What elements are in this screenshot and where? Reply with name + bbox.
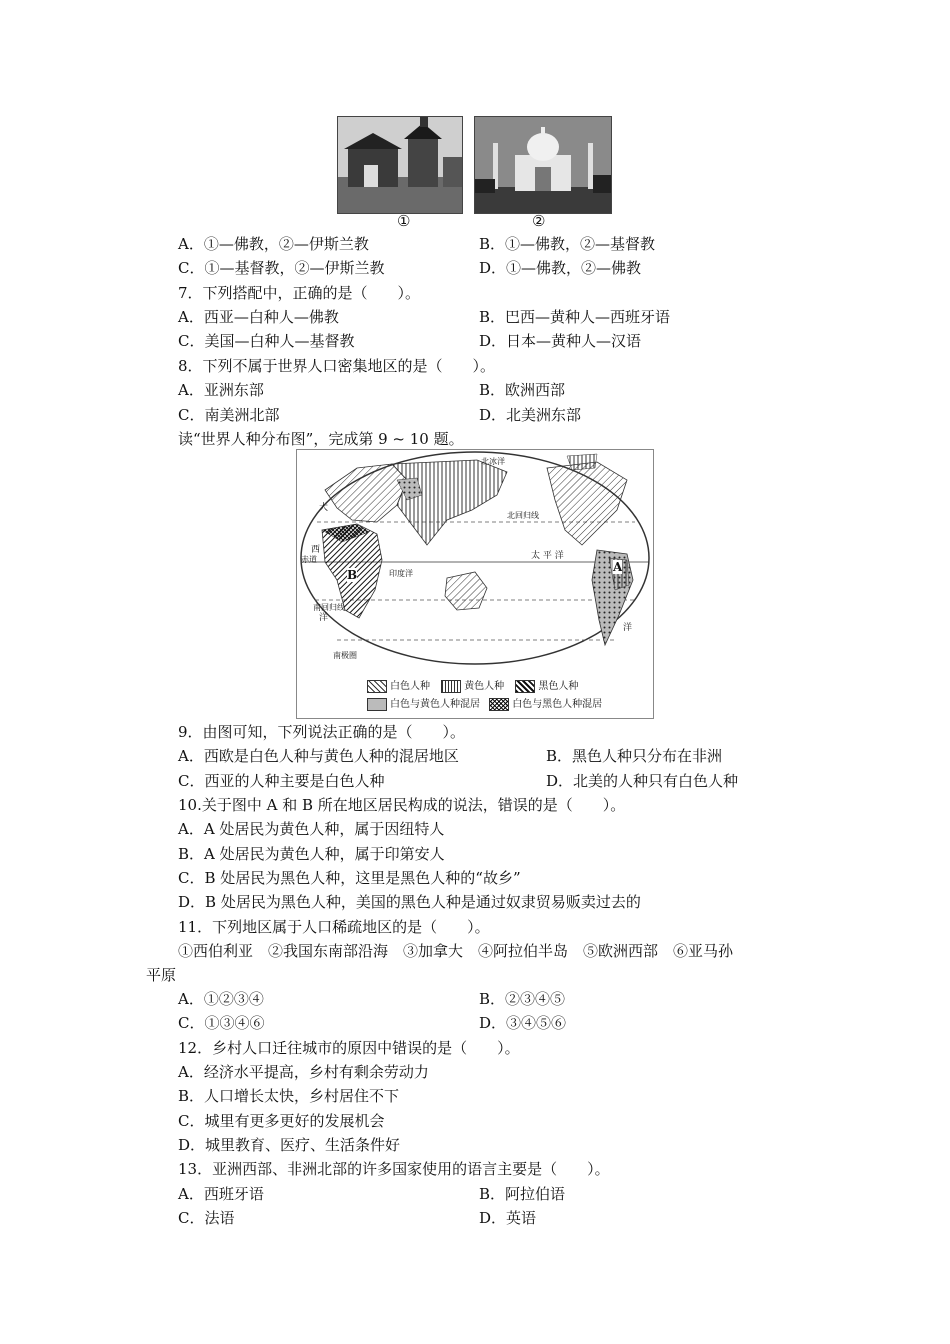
q7-option-d: D．日本—黄种人—汉语	[479, 332, 642, 350]
q13-option-b: B．阿拉伯语	[479, 1185, 566, 1203]
map-label-pacific: 太 平 洋	[531, 551, 564, 561]
map-label-a: A	[613, 560, 623, 574]
q10-option-d: D．B 处居民为黑色人种，美国的黑色人种是通过奴隶贸易贩卖过去的	[178, 893, 641, 911]
q6-option-b: B．①—佛教，②—基督教	[479, 235, 656, 253]
q6-option-a: A．①—佛教，②—伊斯兰教	[178, 235, 369, 253]
q7-option-c: C．美国—白种人—基督教	[178, 332, 355, 350]
q12-option-d: D．城里教育、医疗、生活条件好	[178, 1136, 401, 1154]
q10-option-b: B．A 处居民为黄色人种，属于印第安人	[178, 845, 445, 863]
map-label-north-ocean: 北冰洋	[481, 457, 505, 466]
q7-stem: 7．下列搭配中，正确的是（ ）。	[178, 284, 421, 302]
map-label-atlantic-2: 西	[311, 545, 321, 555]
q9-stem: 9．由图可知，下列说法正确的是（ ）。	[178, 723, 466, 741]
q8-option-b: B．欧洲西部	[479, 381, 566, 399]
map-label-equator: 赤道	[301, 555, 317, 564]
photo-taj-mahal	[474, 116, 612, 214]
q8-stem: 8．下列不属于世界人口密集地区的是（ ）。	[178, 357, 496, 375]
q11-items: ①西伯利亚 ②我国东南部沿海 ③加拿大 ④阿拉伯半岛 ⑤欧洲西部 ⑥亚马孙	[178, 942, 734, 960]
q13-stem: 13．亚洲西部、非洲北部的许多国家使用的语言主要是（ ）。	[178, 1160, 610, 1178]
map-label-antarctic-circle: 南极圈	[333, 651, 357, 660]
q13-option-d: D．英语	[479, 1209, 537, 1227]
legend-white-black: 白色与黑色人种混居	[489, 699, 602, 710]
q8-option-c: C．南美洲北部	[178, 406, 280, 424]
q11-option-b: B．②③④⑤	[479, 990, 566, 1008]
q8-option-d: D．北美洲东部	[479, 406, 582, 424]
q11-items-continued: 平原	[146, 966, 177, 984]
q9-option-a: A．西欧是白色人种与黄色人种的混居地区	[178, 747, 459, 765]
q12-option-a: A．经济水平提高，乡村有剩余劳动力	[178, 1063, 429, 1081]
q11-option-a: A．①②③④	[178, 990, 264, 1008]
q7-option-a: A．西亚—白种人—佛教	[178, 308, 339, 326]
map-legend	[367, 678, 602, 714]
q8-option-a: A．亚洲东部	[178, 381, 264, 399]
q13-option-c: C．法语	[178, 1209, 235, 1227]
map-label-tropic-north: 北回归线	[507, 511, 539, 520]
q11-stem: 11．下列地区属于人口稀疏地区的是（ ）。	[178, 918, 490, 936]
q12-option-c: C．城里有更多更好的发展机会	[178, 1112, 385, 1130]
photo2-label: ②	[532, 212, 546, 230]
q13-option-a: A．西班牙语	[178, 1185, 264, 1203]
q6-option-d: D．①—佛教，②—佛教	[479, 259, 642, 277]
q10-stem: 10.关于图中 A 和 B 所在地区居民构成的说法，错误的是（ ）。	[178, 796, 626, 814]
reading-instruction: 读“世界人种分布图”，完成第 9 ~ 10 题。	[178, 430, 464, 448]
legend-white-yellow: 白色与黄色人种混居	[367, 699, 480, 710]
q10-option-c: C．B 处居民为黑色人种，这里是黑色人种的“故乡”	[178, 869, 521, 887]
legend-white: 白色人种	[367, 681, 430, 692]
q11-option-d: D．③④⑤⑥	[479, 1014, 567, 1032]
legend-black: 黑色人种	[515, 681, 578, 692]
q9-option-b: B．黑色人种只分布在非洲	[546, 747, 723, 765]
photo1-label: ①	[397, 212, 411, 230]
q6-option-c: C．①—基督教，②—伊斯兰教	[178, 259, 385, 277]
q12-stem: 12．乡村人口迁往城市的原因中错误的是（ ）。	[178, 1039, 520, 1057]
q11-option-c: C．①③④⑥	[178, 1014, 265, 1032]
map-label-atlantic-east: 洋	[623, 623, 633, 633]
map-label-b: B	[347, 568, 358, 582]
q12-option-b: B．人口增长太快，乡村居住不下	[178, 1087, 400, 1105]
q7-option-b: B．巴西—黄种人—西班牙语	[479, 308, 671, 326]
q10-option-a: A．A 处居民为黄色人种，属于因纽特人	[178, 820, 445, 838]
map-label-indian-ocean: 印度洋	[389, 569, 413, 578]
world-race-distribution-map	[296, 449, 654, 719]
q9-option-c: C．西亚的人种主要是白色人种	[178, 772, 385, 790]
map-label-atlantic-3: 洋	[319, 613, 329, 623]
q9-option-d: D．北美的人种只有白色人种	[546, 772, 739, 790]
photo-temple	[337, 116, 463, 214]
legend-yellow: 黄色人种	[441, 681, 504, 692]
map-label-tropic-south: 南回归线	[313, 603, 345, 612]
map-label-atlantic-1: 大	[319, 503, 329, 513]
